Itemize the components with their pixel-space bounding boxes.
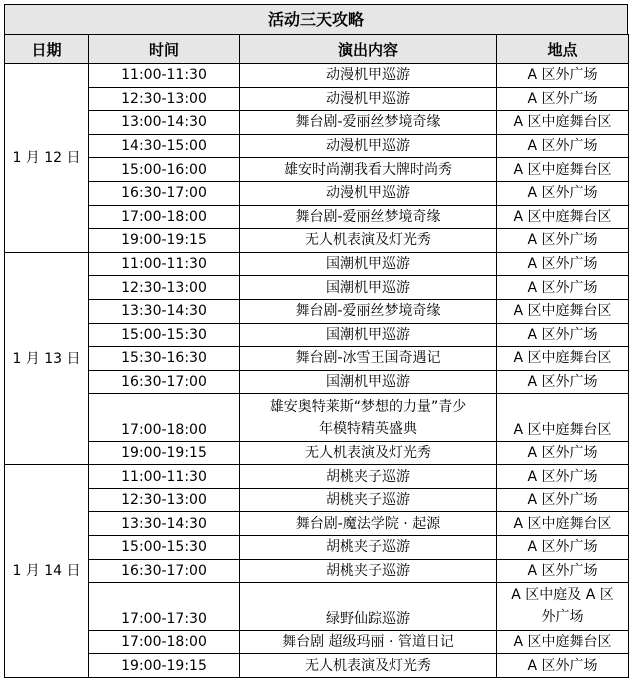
- time-cell: 13:00-14:30: [89, 111, 240, 135]
- time-cell: 14:30-15:00: [89, 134, 240, 158]
- time-cell: 11:00-11:30: [89, 465, 240, 489]
- header-place: 地点: [497, 35, 629, 64]
- table-row: [5, 276, 629, 300]
- table-row: [5, 158, 629, 182]
- place-cell: A 区外广场: [497, 465, 629, 489]
- content-cell: 国潮机甲巡游: [240, 370, 497, 394]
- place-cell: A 区中庭舞台区: [497, 512, 629, 536]
- place-cell: A 区外广场: [497, 87, 629, 111]
- date-cell: 1 月 14 日: [5, 465, 89, 678]
- time-cell: 12:30-13:00: [89, 488, 240, 512]
- table-row: [5, 465, 629, 489]
- content-cell: 动漫机甲巡游: [240, 181, 497, 205]
- place-cell: A 区中庭舞台区: [497, 205, 629, 229]
- time-cell: 17:00-18:00: [89, 205, 240, 229]
- time-cell: 16:30-17:00: [89, 370, 240, 394]
- content-cell: 动漫机甲巡游: [240, 134, 497, 158]
- time-cell: 16:30-17:00: [89, 181, 240, 205]
- place-cell: A 区中庭舞台区: [497, 630, 629, 654]
- place-cell: A 区中庭舞台区: [497, 111, 629, 135]
- content-cell: 舞台剧-爱丽丝梦境奇缘: [240, 111, 497, 135]
- table-row: [5, 205, 629, 229]
- header-date: 日期: [5, 35, 89, 64]
- header-row: [5, 35, 629, 64]
- place-cell: A 区外广场: [497, 370, 629, 394]
- content-cell: 国潮机甲巡游: [240, 276, 497, 300]
- time-cell: 15:00-16:00: [89, 158, 240, 182]
- place-line: 外广场: [541, 609, 584, 626]
- content-cell: 舞台剧-爱丽丝梦境奇缘: [240, 299, 497, 323]
- content-cell: 舞台剧-魔法学院 · 起源: [240, 512, 497, 536]
- table-row: [5, 559, 629, 583]
- content-cell: 舞台剧-爱丽丝梦境奇缘: [240, 205, 497, 229]
- place-cell: A 区外广场: [497, 64, 629, 88]
- time-cell: 11:00-11:30: [89, 252, 240, 276]
- time-cell: 17:00-18:00: [89, 630, 240, 654]
- table-row: [5, 181, 629, 205]
- place-cell: A 区外广场: [497, 229, 629, 253]
- time-cell: 15:00-15:30: [89, 323, 240, 347]
- table-row: [5, 370, 629, 394]
- time-cell: 17:00-18:00: [89, 394, 240, 441]
- content-cell: 胡桃夹子巡游: [240, 488, 497, 512]
- table-row: [5, 229, 629, 253]
- table-row: [5, 630, 629, 654]
- time-cell: 19:00-19:15: [89, 441, 240, 465]
- content-line: 年模特精英盛典: [319, 420, 417, 437]
- content-cell: 无人机表演及灯光秀: [240, 654, 497, 678]
- content-cell: 胡桃夹子巡游: [240, 536, 497, 560]
- table-row: [5, 64, 629, 88]
- content-cell: 国潮机甲巡游: [240, 323, 497, 347]
- content-cell: 胡桃夹子巡游: [240, 465, 497, 489]
- table-row: [5, 583, 629, 630]
- table-row: [5, 323, 629, 347]
- place-cell: A 区外广场: [497, 654, 629, 678]
- time-cell: 19:00-19:15: [89, 229, 240, 253]
- content-line: 雄安奥特莱斯“梦想的力量”青少: [269, 398, 467, 415]
- table-row: [5, 512, 629, 536]
- place-cell: A 区外广场: [497, 276, 629, 300]
- table-row: [5, 252, 629, 276]
- header-content: 演出内容: [240, 35, 497, 64]
- time-cell: 17:00-17:30: [89, 583, 240, 630]
- time-cell: 16:30-17:00: [89, 559, 240, 583]
- content-cell: [240, 394, 497, 441]
- place-cell: [497, 583, 629, 630]
- time-cell: 13:30-14:30: [89, 299, 240, 323]
- content-cell: 无人机表演及灯光秀: [240, 229, 497, 253]
- place-cell: A 区中庭舞台区: [497, 394, 629, 441]
- content-cell: 动漫机甲巡游: [240, 87, 497, 111]
- time-cell: 15:00-15:30: [89, 536, 240, 560]
- time-cell: 13:30-14:30: [89, 512, 240, 536]
- place-cell: A 区外广场: [497, 134, 629, 158]
- table-row: [5, 134, 629, 158]
- content-cell: 动漫机甲巡游: [240, 64, 497, 88]
- table-row: [5, 111, 629, 135]
- table-row: [5, 394, 629, 441]
- schedule-table: [4, 34, 629, 678]
- content-cell: 舞台剧 超级玛丽 · 管道日记: [240, 630, 497, 654]
- table-row: [5, 299, 629, 323]
- place-cell: A 区外广场: [497, 181, 629, 205]
- place-cell: A 区外广场: [497, 441, 629, 465]
- place-line: A 区中庭及 A 区: [511, 587, 614, 604]
- table-row: [5, 347, 629, 371]
- table-row: [5, 488, 629, 512]
- content-cell: 舞台剧-冰雪王国奇遇记: [240, 347, 497, 371]
- time-cell: 11:00-11:30: [89, 64, 240, 88]
- time-cell: 15:30-16:30: [89, 347, 240, 371]
- place-cell: A 区中庭舞台区: [497, 347, 629, 371]
- time-cell: 19:00-19:15: [89, 654, 240, 678]
- date-cell: 1 月 12 日: [5, 64, 89, 253]
- table-row: [5, 441, 629, 465]
- table-row: [5, 654, 629, 678]
- place-cell: A 区中庭舞台区: [497, 158, 629, 182]
- content-cell: 绿野仙踪巡游: [240, 583, 497, 630]
- content-cell: 国潮机甲巡游: [240, 252, 497, 276]
- place-cell: A 区外广场: [497, 488, 629, 512]
- content-cell: 雄安时尚潮我看大牌时尚秀: [240, 158, 497, 182]
- place-cell: A 区中庭舞台区: [497, 299, 629, 323]
- content-cell: 胡桃夹子巡游: [240, 559, 497, 583]
- date-cell: 1 月 13 日: [5, 252, 89, 465]
- time-cell: 12:30-13:00: [89, 276, 240, 300]
- table-row: [5, 87, 629, 111]
- schedule-sheet: [4, 4, 628, 678]
- table-title: 活动三天攻略: [4, 4, 628, 34]
- place-cell: A 区外广场: [497, 323, 629, 347]
- place-cell: A 区外广场: [497, 559, 629, 583]
- schedule-body: [5, 64, 629, 678]
- content-cell: 无人机表演及灯光秀: [240, 441, 497, 465]
- header-time: 时间: [89, 35, 240, 64]
- place-cell: A 区外广场: [497, 252, 629, 276]
- place-cell: A 区外广场: [497, 536, 629, 560]
- table-row: [5, 536, 629, 560]
- time-cell: 12:30-13:00: [89, 87, 240, 111]
